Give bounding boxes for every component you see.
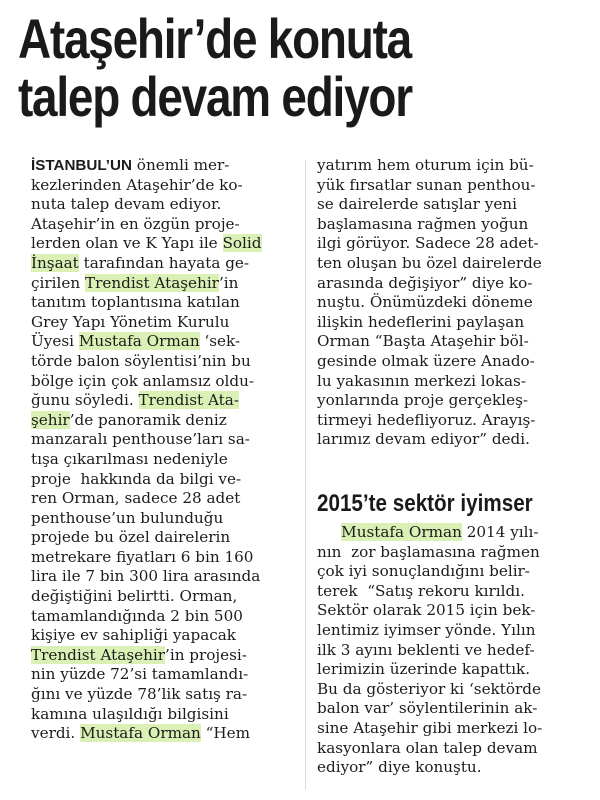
text-segment: tarafından hayata ge- (78, 253, 250, 272)
text-segment: ten oluşan bu özel dairelerde (317, 253, 542, 272)
text-segment: nuştu. Önümüzdeki döneme (317, 293, 533, 312)
text-line (317, 719, 585, 739)
text-segment: “Hem (200, 724, 251, 743)
text-segment: Orman “Başta Ataşehir böl- (317, 332, 529, 351)
text-segment: manzaralı penthouse’ları sa- (31, 430, 250, 449)
highlighted-name: Mustafa Orman (78, 332, 200, 351)
text-segment: Ataşehir’in en özgün proje- (31, 214, 240, 233)
text-segment: terek “Satış rekoru kırıldı. (317, 581, 525, 600)
text-segment: lerimizin üzerinde kapattık. (317, 660, 531, 679)
text-segment: ‘sek- (199, 332, 241, 351)
text-line (317, 641, 585, 661)
text-line (31, 274, 293, 294)
text-line (31, 528, 293, 548)
text-segment (317, 523, 341, 541)
text-line (317, 254, 585, 274)
highlighted-name: Trendist Ataşehir (31, 645, 166, 664)
text-segment: tirmeyi hedefliyoruz. Arayış- (317, 410, 536, 429)
text-segment: ’de panoramik deniz (69, 410, 227, 429)
text-line (317, 430, 585, 450)
text-segment: verdi. (31, 724, 81, 743)
text-segment: ilk 3 ayını beklenti ve hedef- (317, 640, 535, 659)
text-line (317, 680, 585, 700)
lead-word: İSTANBUL’UN (31, 157, 132, 174)
text-line (317, 293, 585, 313)
text-line (31, 313, 293, 333)
highlighted-name: Mustafa Orman (341, 523, 462, 541)
highlighted-name: şehir (31, 410, 70, 429)
text-segment: ilgi görüyor. Sadece 28 adet- (317, 234, 539, 253)
text-segment: Sektör olarak 2015 için bek- (317, 601, 536, 620)
text-line (317, 601, 585, 621)
text-line (317, 543, 585, 563)
text-line (317, 699, 585, 719)
text-segment: ğını ve yüzde 78’lik satış ra- (31, 685, 248, 704)
text-line (317, 352, 585, 372)
text-segment: ediyor” diye konuştu. (317, 758, 482, 777)
text-line (31, 215, 293, 235)
text-segment: ’in projesi- (165, 645, 247, 664)
highlighted-name: İnşaat (31, 253, 79, 272)
text-line (317, 156, 585, 176)
text-segment: yatırım hem oturum için bü- (317, 156, 534, 174)
text-segment: larımız devam ediyor” dedi. (317, 430, 530, 449)
text-segment: lira ile 7 bin 300 lira arasında (31, 567, 261, 586)
subheading: 2015’te sektör iyimser (317, 490, 533, 517)
text-line (317, 660, 585, 680)
text-line (31, 372, 293, 392)
headline-line-1: Ataşehir’de konuta (18, 7, 411, 70)
text-line (31, 293, 293, 313)
text-line (31, 567, 293, 587)
text-line (317, 176, 585, 196)
text-segment: se dairelerde satışlar yeni (317, 195, 517, 214)
text-segment: nuta talep devam ediyor. (31, 195, 222, 214)
highlighted-name: Mustafa Orman (80, 724, 201, 743)
text-line (317, 562, 585, 582)
text-line (31, 450, 293, 470)
text-segment: ğunu söyledi. (31, 391, 139, 410)
text-line (31, 548, 293, 568)
text-line (31, 607, 293, 627)
text-segment: törde balon söylentisi’nin bu (31, 351, 251, 370)
text-line (317, 313, 585, 333)
text-segment: başlamasına rağmen yoğun (317, 214, 529, 233)
text-segment: metrekare fiyatları 6 bin 160 (31, 547, 254, 566)
text-segment: ’in (218, 273, 239, 292)
text-line (317, 215, 585, 235)
text-segment: ren Orman, sadece 28 adet (31, 489, 241, 508)
text-segment: değiştiğini belirtti. Orman, (31, 587, 238, 606)
text-line (317, 523, 585, 543)
text-line (317, 411, 585, 431)
text-segment: yük fırsatlar sunan penthou- (317, 175, 536, 194)
text-segment: çok iyi sonuçlandığını belir- (317, 562, 530, 581)
text-line (31, 724, 293, 744)
text-segment: Grey Yapı Yönetim Kurulu (31, 312, 230, 331)
article-column-1 (31, 156, 293, 744)
text-segment: kişiye ev sahipliği yapacak (31, 626, 237, 645)
text-segment: ilişkin hedeflerini paylaşan (317, 312, 525, 331)
text-segment: yonlarında proje gerçekleş- (317, 391, 529, 410)
text-segment: kamına ulaşıldığı bilgisini (31, 704, 229, 723)
text-line (31, 470, 293, 490)
text-line (31, 176, 293, 196)
text-segment: penthouse’un bulunduğu (31, 508, 224, 527)
text-line (31, 646, 293, 666)
text-segment: çirilen (31, 273, 85, 292)
text-line (317, 372, 585, 392)
text-segment: lentimiz iyimser yönde. Yılın (317, 620, 536, 639)
text-line (31, 234, 293, 254)
text-line (317, 195, 585, 215)
text-segment: sine Ataşehir gibi merkezi lo- (317, 718, 543, 737)
text-line (31, 156, 293, 176)
text-line (31, 626, 293, 646)
text-segment: gesinde olmak üzere Anado- (317, 351, 535, 370)
text-line (317, 758, 585, 778)
text-segment: tışa çıkarılması nedeniyle (31, 449, 228, 468)
headline-line-2: talep devam ediyor (18, 65, 412, 128)
headline (18, 7, 485, 128)
text-line (317, 582, 585, 602)
text-line (317, 621, 585, 641)
article-column-2 (317, 156, 585, 450)
text-line (31, 705, 293, 725)
text-line (317, 332, 585, 352)
text-line (31, 685, 293, 705)
highlighted-name: Trendist Ataşehir (84, 273, 219, 292)
text-line (31, 411, 293, 431)
text-segment: 2014 yılı- (461, 523, 539, 541)
text-line (31, 254, 293, 274)
text-segment: balon var’ söylentilerinin ak- (317, 699, 538, 718)
text-segment: lu yakasının merkezi lokas- (317, 371, 526, 390)
text-line (317, 274, 585, 294)
column-divider (305, 160, 306, 790)
text-segment: proje hakkında da bilgi ve- (31, 469, 242, 488)
text-line (31, 391, 293, 411)
text-segment: kasyonlara olan talep devam (317, 738, 538, 757)
text-segment: Bu da gösteriyor ki ‘sektörde (317, 679, 541, 698)
article-column-2-continued (317, 523, 585, 778)
text-segment: nin yüzde 72’si tamamlandı- (31, 665, 249, 684)
text-line (317, 391, 585, 411)
text-line (31, 332, 293, 352)
text-segment: tamamlandığında 2 bin 500 (31, 606, 243, 625)
text-line (31, 509, 293, 529)
text-line (31, 489, 293, 509)
text-segment: Üyesi (31, 332, 79, 351)
highlighted-name: Solid (222, 234, 262, 253)
text-line (31, 587, 293, 607)
text-line (31, 430, 293, 450)
highlighted-name: Trendist Ata- (138, 391, 239, 410)
text-line (31, 195, 293, 215)
text-segment: kezlerinden Ataşehir’de ko- (31, 175, 243, 194)
text-line (317, 234, 585, 254)
text-segment: tanıtım toplantısına katılan (31, 293, 240, 312)
text-segment: projede bu özel dairelerin (31, 528, 231, 547)
text-line (31, 352, 293, 372)
text-segment: önemli mer- (131, 156, 230, 174)
text-segment: lerden olan ve K Yapı ile (31, 234, 223, 253)
text-segment: bölge için çok anlamsız oldu- (31, 371, 255, 390)
text-line (317, 739, 585, 759)
text-segment: arasında değişiyor” diye ko- (317, 273, 533, 292)
text-line (31, 665, 293, 685)
text-segment: nın zor başlamasına rağmen (317, 542, 540, 561)
